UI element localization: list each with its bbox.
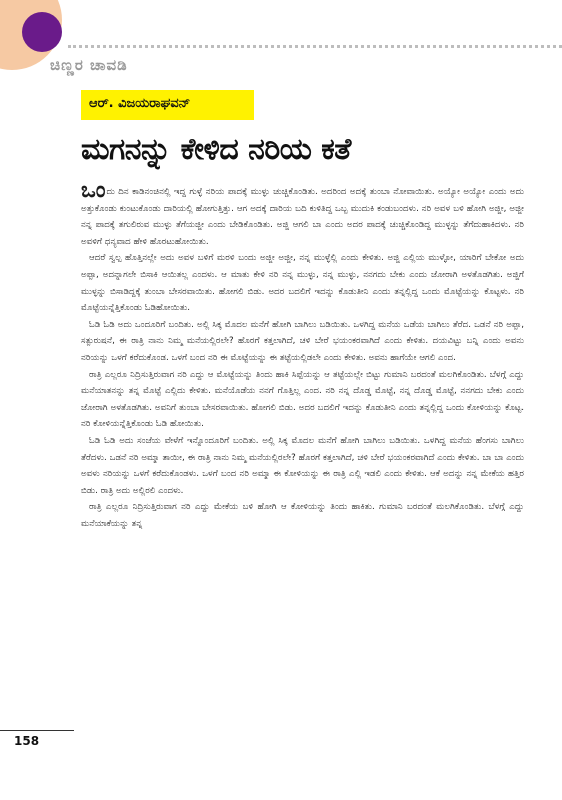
article-paragraph-1 <box>81 178 524 250</box>
section-label: ಚಿಣ್ಣರ ಚಾವಡಿ <box>50 56 128 74</box>
article-paragraph-3: ಓಡಿ ಓಡಿ ಅದು ಒಂದೂರಿಗೆ ಬಂದಿತು. ಅಲ್ಲಿ ಸಿಕ್ಕ ಮೊದಲ ಮನೆಗೆ ಹೋಗಿ ಬಾಗಿಲು ಬಡಿಯಿತು. ಒಳಗಿದ್ದ ಮನೆಯ ಒಡೆಯ ಬಾಗಿಲು ತೆರೆದ. ಒಡನೆ ನರಿ ಅಪ್ಪಾ, ಸತ್ಪುರುಷನೆ, ಈ ರಾತ್ರಿ ನಾನು ನಿಮ್ಮ ಮನೆಯಲ್ಲಿರಲೇ? ಹೊರಗೆ ಕತ್ತಲಾಗಿದೆ, ಚಳಿ ಬೇರೆ ಭಯಂಕರವಾಗಿದೆ ಎಂದು ಕೇಳಿತು. ದಯವಿಟ್ಟು ಬನ್ನಿ ಎಂದು ಅವನು ನರಿಯನ್ನು ಒಳಗೆ ಕರೆದುಕೊಂಡ. ಒಳಗೆ ಬಂದ ನರಿ ಈ ಮೊಟ್ಟೆಯನ್ನು ಈ ತಟ್ಟೆಯಲ್ಲಿಡಲೇ ಎಂದು ಕೇಳಿತು. ಅವನು ಹಾಗೆಯೇ ಆಗಲಿ ಎಂದ. <box>81 319 524 363</box>
article-paragraph-5: ಓಡಿ ಓಡಿ ಅದು ಸಂಜೆಯ ವೇಳೆಗೆ ಇನ್ನೊಂದೂರಿಗೆ ಬಂದಿತು. ಅಲ್ಲಿ ಸಿಕ್ಕ ಮೊದಲ ಮನೆಗೆ ಹೋಗಿ ಬಾಗಿಲು ಬಡಿಯಿತು. ಒಳಗಿದ್ದ ಮನೆಯ ಹೆಂಗಸು ಬಾಗಿಲು ತೆರೆದಳು. ಒಡನೆ ನರಿ ಅಮ್ಮಾ ತಾಯೀ, ಈ ರಾತ್ರಿ ನಾನು ನಿಮ್ಮ ಮನೆಯಲ್ಲಿರಲೇ? ಹೊರಗೆ ಕತ್ತಲಾಗಿದೆ, ಚಳಿ ಬೇರೆ ಭಯಂಕರವಾಗಿದೆ ಎಂದು ಕೇಳಿತು. ಬಾ ಬಾ ಎಂದು ಅವಳು ನರಿಯನ್ನು ಒಳಗೆ ಕರೆದುಕೊಂಡಳು. ಒಳಗೆ ಬಂದ ನರಿ ಅಮ್ಮಾ ಈ ಕೋಳಿಯನ್ನು ಈ ರಾತ್ರಿ ಎಲ್ಲಿ ಇಡಲಿ ಎಂದು ಕೇಳಿತು. ಆಕೆ ಅದನ್ನು ನನ್ನ ಮೇಕೆಯ ಹತ್ತಿರ ಬಿಡು. ರಾತ್ರಿ ಅದು ಅಲ್ಲಿರಲಿ ಎಂದಳು. <box>81 435 524 496</box>
article-paragraph-2: ಆದರೆ ಸ್ವಲ್ಪ ಹೊತ್ತಿನಲ್ಲೇ ಅದು ಅವಳ ಬಳಿಗೆ ಮರಳಿ ಬಂದು ಅಜ್ಜೀ ಅಜ್ಜೀ, ನನ್ನ ಮುಳ್ಳೆಲ್ಲಿ ಎಂದು ಕೇಳಿತು. ಅಜ್ಜಿ ಎಲ್ಲಿಯ ಮುಳ್ಳೋ, ಯಾರಿಗೆ ಬೇಕೋ ಅದು ಅಪ್ಪಾ, ಅದನ್ನಾಗಲೇ ಬಿಸಾಕಿ ಆಯಿತಲ್ಲ ಎಂದಳು. ಆ ಮಾತು ಕೇಳಿ ನರಿ ನನ್ನ ಮುಳ್ಳು, ನನ್ನ ಮುಳ್ಳು, ನನಗದು ಬೇಕು ಎಂದು ಜೋರಾಗಿ ಅಳತೊಡಗಿತು. ಅಜ್ಜಿಗೆ ಮುಳ್ಳನ್ನು ಬಿಸಾಡಿದ್ದಕ್ಕೆ ತುಂಬಾ ಬೇಸರವಾಯಿತು. ಹೋಗಲಿ ಬಿಡು. ಅದರ ಬದಲಿಗೆ ಇದನ್ನು ಕೊಡುತೀನಿ ಎಂದು ತನ್ನಲ್ಲಿದ್ದ ಒಂದು ಮೊಟ್ಟೆಯನ್ನು ಕೊಟ್ಟಳು. ನರಿ ಮೊಟ್ಟೆಯನ್ನೆತ್ತಿಕೊಂಡು ಓಡಿಹೋಯಿತು. <box>81 253 524 314</box>
corner-purple-circle <box>22 12 62 52</box>
article-paragraph-6: ರಾತ್ರಿ ಎಲ್ಲರೂ ನಿದ್ರಿಸುತ್ತಿರುವಾಗ ನರಿ ಎದ್ದು ಮೇಕೆಯ ಬಳಿ ಹೋಗಿ ಆ ಕೋಳಿಯನ್ನು ತಿಂದು ಹಾಕಿತು. ಗುಮಾನಿ ಬರದಂತೆ ಮಲಗಿಕೊಂಡಿತು. ಬೆಳಗ್ಗೆ ಎದ್ದು ಮನೆಯಾಕೆಯನ್ನು ತನ್ನ <box>81 502 524 529</box>
author-name: ಆರ್. ವಿಜಯರಾಘವನ್ <box>89 96 191 111</box>
drop-cap: ಒಂ <box>81 178 106 203</box>
article-body <box>81 178 524 532</box>
header-dotted-line <box>68 45 562 48</box>
article-paragraph-4: ರಾತ್ರಿ ಎಲ್ಲರೂ ನಿದ್ರಿಸುತ್ತಿರುವಾಗ ನರಿ ಎದ್ದು ಆ ಮೊಟ್ಟೆಯನ್ನು ತಿಂದು ಹಾಕಿ ಸಿಪ್ಪೆಯನ್ನು ಆ ತಟ್ಟೆಯಲ್ಲೇ ಬಿಟ್ಟು ಗುಮಾನಿ ಬರದಂತೆ ಮಲಗಿಕೊಂಡಿತು. ಬೆಳಗ್ಗೆ ಎದ್ದು ಮನೆಯಾತನನ್ನು ತನ್ನ ಮೊಟ್ಟೆ ಎಲ್ಲಿದು ಕೇಳಿತು. ಮನೆಯೊಡೆಯ ನನಗೆ ಗೊತ್ತಿಲ್ಲ ಎಂದ. ನರಿ ನನ್ನ ದೊಡ್ಡ ಮೊಟ್ಟೆ, ನನ್ನ ದೊಡ್ಡ ಮೊಟ್ಟೆ, ನನಗದು ಬೇಕು ಎಂದು ಜೋರಾಗಿ ಅಳತೊಡಗಿತು. ಅವನಿಗೆ ತುಂಬಾ ಬೇಸರವಾಯಿತು. ಹೋಗಲಿ ಬಿಡು. ಅದರ ಬದಲಿಗೆ ಇದನ್ನು ಕೊಡುತೀನಿ ಎಂದು ತನ್ನಲ್ಲಿದ್ದ ಒಂದು ಕೋಳಿಯನ್ನು ಕೊಟ್ಟ. ನರಿ ಕೋಳಿಯನ್ನೆತ್ತಿಕೊಂಡು ಓಡಿ ಹೋಯಿತು. <box>81 369 524 430</box>
article-title: ಮಗನನ್ನು ಕೇಳಿದ ನರಿಯ ಕತೆ <box>81 132 351 167</box>
page-number-rule <box>0 730 74 731</box>
paragraph-text: ದು ದಿನ ಕಾಡಿನಂಚಿನಲ್ಲಿ ಇದ್ದ ಗುಳ್ಳೆ ನರಿಯ ಪಾದಕ್ಕೆ ಮುಳ್ಳು ಚುಚ್ಚಿಕೊಂಡಿತು. ಅದರಿಂದ ಅದಕ್ಕೆ ತುಂಬಾ ನೋವಾಯಿತು. ಅಯ್ಯೋ ಅಯ್ಯೋ ಎಂದು ಅದು ಅತ್ತುಕೊಂಡು ಕುಂಟುಕೊಂಡು ದಾರಿಯಲ್ಲಿ ಹೋಗುತ್ತಿತ್ತು. ಆಗ ಅದಕ್ಕೆ ದಾರಿಯ ಬದಿ ಕುಳಿತಿದ್ದ ಒಬ್ಬ ಮುದುಕಿ ಕಂಡುಬಂದಳು. ನರಿ ಅವಳ ಬಳಿ ಹೋಗಿ ಅಜ್ಜೀ, ಅಜ್ಜೀ ನನ್ನ ಪಾದಕ್ಕೆ ತಗುಲಿರುವ ಮುಳ್ಳು ತೆಗೆಯಜ್ಜೀ ಎಂದು ಬೇಡಿಕೊಂಡಿತು. ಅಜ್ಜಿ ಆಗಲಿ ಬಾ ಎಂದು ಅದರ ಪಾದಕ್ಕೆ ಚುಚ್ಚಿಕೊಂಡಿದ್ದ ಮುಳ್ಳನ್ನು ತೆಗೆದುಹಾಕಿದಳು. ನರಿ ಅವಳಿಗೆ ಧನ್ಯವಾದ ಹೇಳಿ ಹೊರಟುಹೋಯಿತು. <box>81 187 524 247</box>
page-number: 158 <box>14 734 40 748</box>
